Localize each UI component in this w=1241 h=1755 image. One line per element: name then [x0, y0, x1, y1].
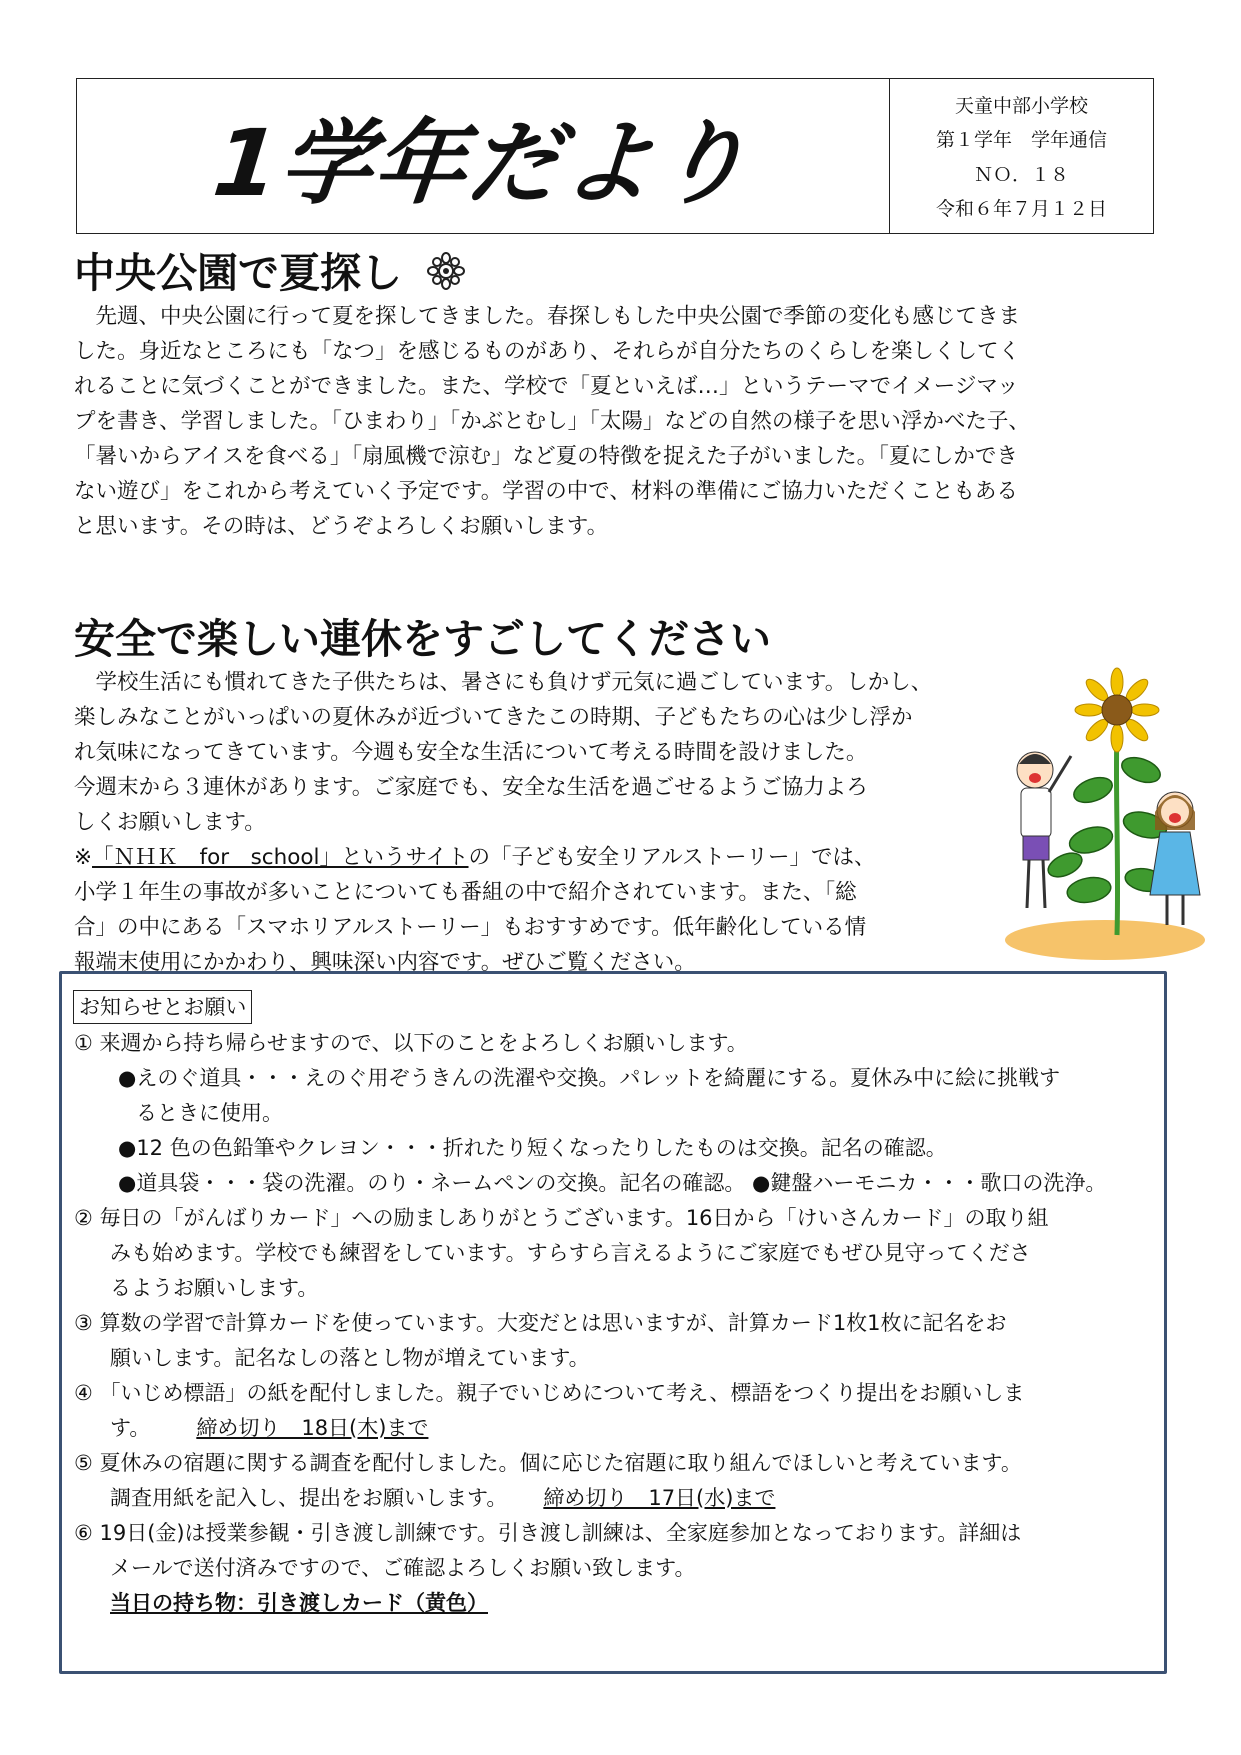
text-line: 今週末から３連休があります。ご家庭でも、安全な生活を過ごせるようご協力よろ	[74, 775, 868, 800]
title-box	[76, 78, 890, 234]
text-line: 「暑いからアイスを食べる」「扇風機で涼む」など夏の特徴を捉えた子がいました。「夏にしかでき	[74, 444, 1018, 469]
notice-item-2: ② 毎日の「がんばりカード」への励ましありがとうございます。16日から「けいさんカード」の取り組	[74, 1206, 1049, 1230]
notice-bullet: ●12 色の色鉛筆やクレヨン・・・折れたり短くなったりしたものは交換。記名の確認。	[118, 1136, 947, 1160]
children-sunflower-illustration	[1005, 660, 1205, 960]
section1-body	[74, 299, 1030, 544]
deadline-17: 締め切り 17日(水)まで	[543, 1486, 776, 1510]
notice-item-1: ① 来週から持ち帰らせますので、以下のことをよろしくお願いします。	[74, 1031, 748, 1055]
notice-body	[74, 1026, 1106, 1621]
section1-title	[74, 240, 466, 301]
notice-item-6-cont: メールで送付済みですので、ご確認よろしくお願い致します。	[110, 1556, 696, 1580]
notice-item-2-cont: るようお願いします。	[110, 1276, 319, 1300]
notice-heading: お知らせとお願い	[73, 990, 252, 1024]
notice-item-3: ③ 算数の学習で計算カードを使っています。大変だとは思いますが、計算カード1枚1枚に記名をお	[74, 1311, 1007, 1335]
notice-item-6: ⑥ 19日(金)は授業参観・引き渡し訓練です。引き渡し訓練は、全家庭参加となっております。詳細は	[74, 1521, 1022, 1545]
newsletter-title: 1学年だより	[208, 110, 756, 217]
note-prefix: ※	[74, 845, 93, 870]
notice-item-5-cont	[74, 1481, 1106, 1516]
text-line: 合」の中にある「スマホリアルストーリー」もおすすめです。低年齢化している情	[74, 915, 867, 940]
notice-item-2-cont: みも始めます。学校でも練習をしています。すらすら言えるようにご家庭でもぜひ見守ってくださ	[110, 1241, 1031, 1265]
section2-body	[74, 665, 932, 980]
text-line: れることに気づくことができました。また、学校で「夏といえば…」というテーマでイメージマッ	[74, 374, 1019, 399]
nhk-school-link[interactable]: 「ＮＨＫ for school」というサイト	[92, 845, 469, 870]
section2-title: 安全で楽しい連休をすごしてください	[74, 615, 771, 663]
notice-item-6-bring-row	[74, 1586, 1106, 1621]
newsletter-subtitle: 第１学年 学年通信	[935, 129, 1107, 152]
deadline-18: 締め切り 18日(木)まで	[196, 1416, 429, 1440]
text-line: 楽しみなことがいっぱいの夏休みが近づいてきたこの時期、子どもたちの心は少し浮か	[74, 705, 913, 730]
notice-item-4: ④ 「いじめ標語」の紙を配付しました。親子でいじめについて考え、標語をつくり提出をお願いしま	[74, 1381, 1025, 1405]
notice-item-4-end: す。	[110, 1416, 151, 1440]
text-line: した。身近なところにも「なつ」を感じるものがあり、それらが自分たちのくらしを楽しくしてく	[74, 339, 1021, 364]
school-info-box	[890, 78, 1154, 234]
text-line: プを書き、学習しました。「ひまわり」「かぶとむし」「太陽」などの自然の様子を思い浮かべた子、	[74, 409, 1030, 434]
text-line: れ気味になってきています。今週も安全な生活について考える時間を設けました。	[74, 740, 868, 765]
text-line: 学校生活にも慣れてきた子供たちは、暑さにも負けず元気に過ごしています。しかし、	[74, 670, 933, 695]
notice-item-3-cont: 願いします。記名なしの落とし物が増えています。	[110, 1346, 590, 1370]
notice-item-5: ⑤ 夏休みの宿題に関する調査を配付しました。個に応じた宿題に取り組んでほしいと考えています。	[74, 1451, 1022, 1475]
issue-date: 令和６年７月１２日	[935, 198, 1107, 221]
text-line: と思います。その時は、どうぞよろしくお願いします。	[74, 514, 609, 539]
school-name: 天童中部小学校	[954, 94, 1088, 117]
note-line	[74, 840, 932, 875]
notice-bullet-cont: るときに使用。	[136, 1101, 283, 1125]
section1-title-text: 中央公園で夏探し	[74, 249, 402, 297]
bring-items: 当日の持ち物：引き渡しカード（黄色）	[110, 1591, 488, 1615]
issue-number: ＮＯ．１８	[973, 163, 1069, 186]
notice-item-5-end: 調査用紙を記入し、提出をお願いします。	[110, 1486, 508, 1510]
notice-bullet: ●道具袋・・・袋の洗濯。のり・ネームペンの交換。記名の確認。 ●鍵盤ハーモニカ・・・歌口の洗浄。	[118, 1171, 1107, 1195]
text-line: 先週、中央公園に行って夏を探してきました。春探しもした中央公園で季節の変化も感じてきま	[74, 304, 1021, 329]
notice-bullet: ●えのぐ道具・・・えのぐ用ぞうきんの洗濯や交換。パレットを綺麗にする。夏休み中に絵に挑戦す	[118, 1066, 1061, 1090]
text-line: しくお願いします。	[74, 810, 266, 835]
text-line: 報端末使用にかかわり、興味深い内容です。ぜひご覧ください。	[74, 950, 696, 975]
note-rest: の「子ども安全リアルストーリー」では、	[468, 845, 876, 870]
flower-icon	[426, 251, 466, 301]
text-line: ない遊び」をこれから考えていく予定です。学習の中で、材料の準備にご協力いただくこともある	[74, 479, 1018, 504]
notice-item-4-cont	[74, 1411, 1106, 1446]
text-line: 小学１年生の事故が多いことについても番組の中で紹介されています。また、「総	[74, 880, 857, 905]
